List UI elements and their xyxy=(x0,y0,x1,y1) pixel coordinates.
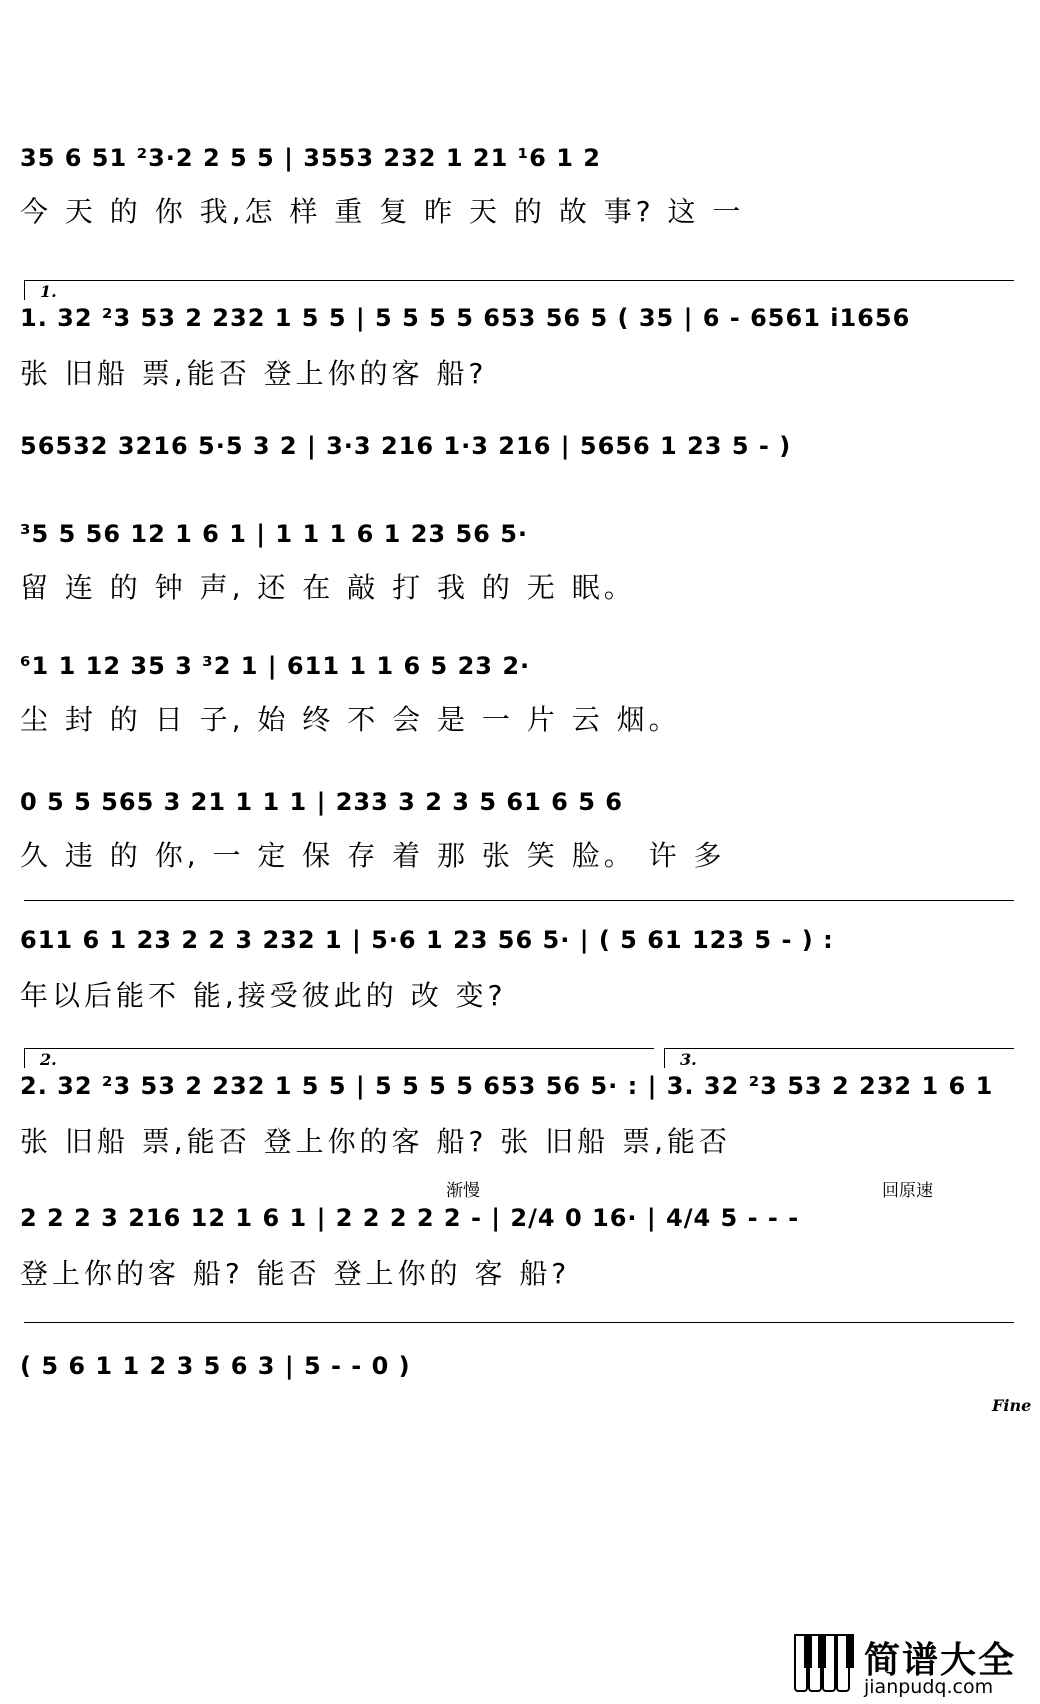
notes-row: 56532 3216 5·5 3 2 | 3·3 216 1·3 216 | 5656 1 23 5 - ) xyxy=(20,432,792,460)
volta-1-label: 1. xyxy=(40,282,57,301)
volta-bracket xyxy=(664,1048,665,1068)
lyrics-row: 张 旧船 票,能否 登上你的客 船? 张 旧船 票,能否 xyxy=(20,1125,731,1158)
tempo-back-mark: 回原速 xyxy=(882,1181,933,1201)
volta-bracket xyxy=(24,1048,654,1049)
system-bracket xyxy=(24,280,1014,281)
lyrics-row: 留 连 的 钟 声, 还 在 敲 打 我 的 无 眠。 xyxy=(20,571,636,604)
lyrics-row: 今 天 的 你 我,怎 样 重 复 昨 天 的 故 事? 这 一 xyxy=(20,195,745,228)
volta-bracket xyxy=(24,1048,25,1068)
logo-url: jianpudq.com xyxy=(864,1676,994,1698)
notes-row: 1. 32 ²3 53 2 232 1 5 5 | 5 5 5 5 653 56 5 ( 35 | 6 - 6561 i1656 xyxy=(20,304,911,332)
system-bracket xyxy=(24,1322,1014,1323)
notes-row: ⁶1 1 12 35 3 ³2 1 | 611 1 1 6 5 23 2· xyxy=(20,652,531,680)
volta-bracket xyxy=(24,280,25,300)
lyrics-row: 年以后能不 能,接受彼此的 改 变? xyxy=(20,979,507,1012)
notes-row: ³5 5 56 12 1 6 1 | 1 1 1 6 1 23 56 5· xyxy=(20,520,529,548)
piano-keys-icon xyxy=(794,1634,854,1694)
notes-row: ( 5 6 1 1 2 3 5 6 3 | 5 - - 0 ) xyxy=(20,1352,411,1380)
lyrics-row: 张 旧船 票,能否 登上你的客 船? xyxy=(20,357,488,390)
system-bracket xyxy=(24,900,1014,901)
notes-row: 35 6 51 ²3·2 2 5 5 | 3553 232 1 21 ¹6 1 2 xyxy=(20,144,601,172)
lyrics-row: 尘 封 的 日 子, 始 终 不 会 是 一 片 云 烟。 xyxy=(20,703,681,736)
lyrics-row: 久 违 的 你, 一 定 保 存 着 那 张 笑 脸。 许 多 xyxy=(20,839,726,872)
notes-row: 0 5 5 565 3 21 1 1 1 | 233 3 2 3 5 61 6 5 6 xyxy=(20,788,623,816)
lyrics-row: 登上你的客 船? 能否 登上你的 客 船? xyxy=(20,1257,571,1290)
site-logo xyxy=(794,1632,1024,1698)
fine-mark: Fine xyxy=(992,1396,1032,1415)
notes-row: 2 2 2 3 216 12 1 6 1 | 2 2 2 2 2 - | 2/4 0 16· | 4/4 5 - - - xyxy=(20,1204,800,1232)
notes-row: 611 6 1 23 2 2 3 232 1 | 5·6 1 23 56 5· | ( 5 61 123 5 - ) : xyxy=(20,926,834,954)
volta-3-label: 3. xyxy=(680,1050,697,1069)
logo-title: 简谱大全 xyxy=(864,1640,1017,1681)
volta-bracket xyxy=(664,1048,1014,1049)
notes-row: 2. 32 ²3 53 2 232 1 5 5 | 5 5 5 5 653 56 5· : | 3. 32 ²3 53 2 232 1 6 1 xyxy=(20,1072,994,1100)
volta-2-label: 2. xyxy=(40,1050,57,1069)
tempo-slow-mark: 渐慢 xyxy=(446,1181,480,1201)
